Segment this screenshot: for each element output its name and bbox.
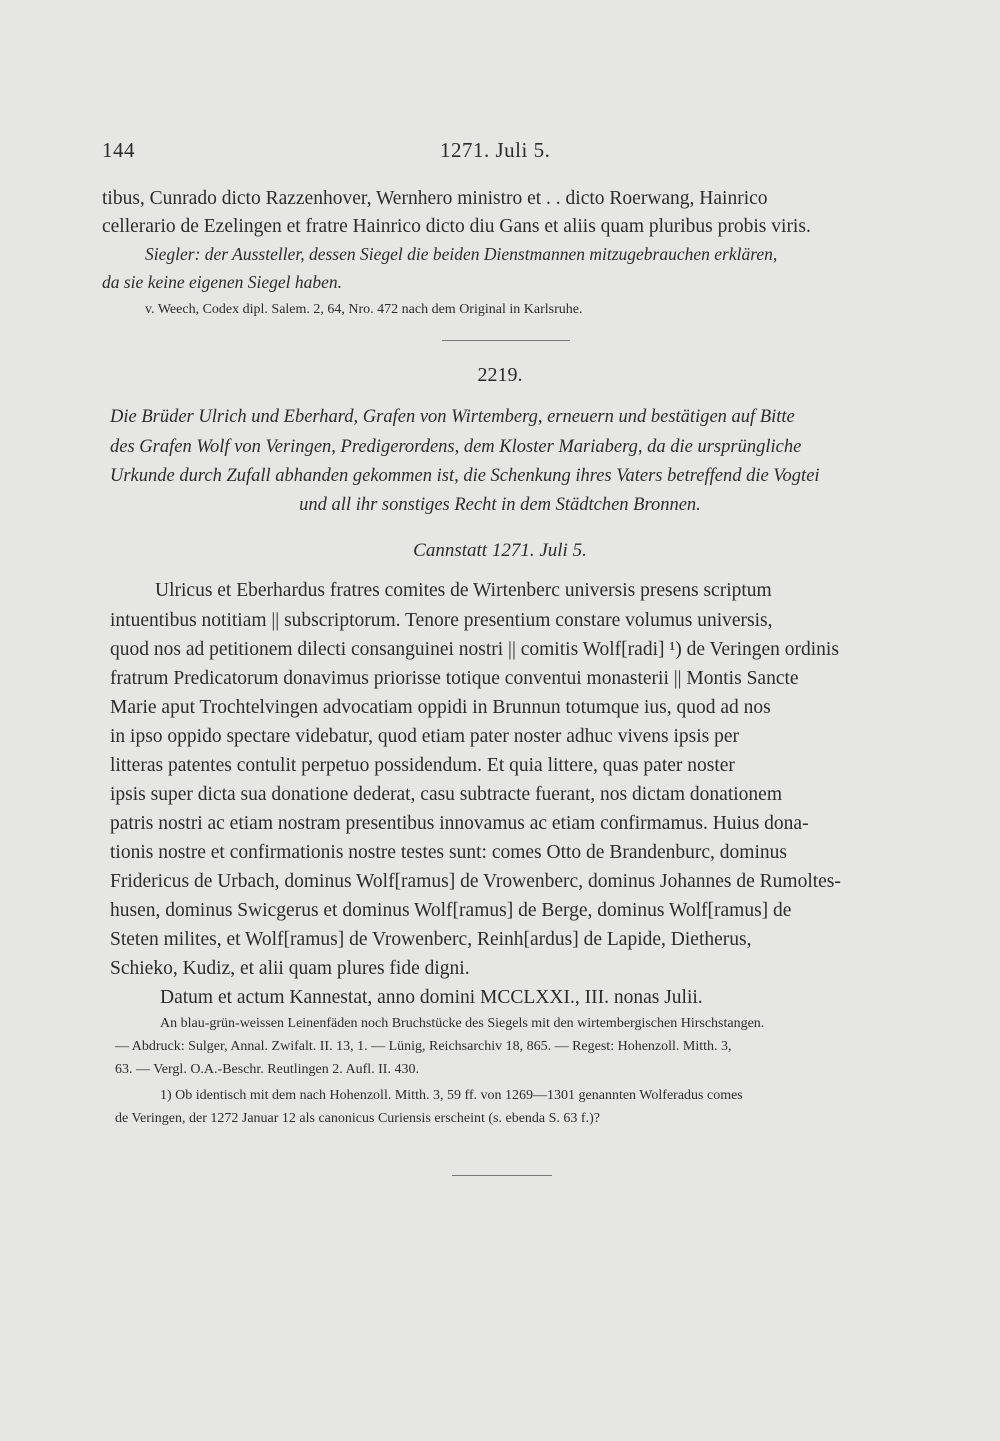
apparatus-line: An blau-grün-weissen Leinenfäden noch Bruchstücke des Siegels mit den wirtembergischen Hirschstangen. [160,1016,765,1031]
document-text-line: Ulricus et Eberhardus fratres comites de Wirtenberc universis presens scriptum [155,580,772,601]
document-text-line: Marie aput Trochtelvingen advocatiam oppidi in Brunnun totumque ius, quod ad nos [110,697,771,718]
document-text-line: in ipso oppido spectare videbatur, quod etiam pater noster adhuc vivens ipsis per [110,726,740,747]
document-number: 2219. [477,364,523,386]
document-text-line: husen, dominus Swicgerus et dominus Wolf[ramus] de Berge, dominus Wolf[ramus] de [110,900,792,921]
document-text-line: ipsis super dicta sua donatione dederat, casu subtracte fuerant, nos dictam donationem [110,784,782,805]
document-text-line: Fridericus de Urbach, dominus Wolf[ramus] de Vrowenberc, dominus Johannes de Rumoltes- [110,871,841,892]
page-number: 144 [102,138,135,162]
regest-line: Die Brüder Ulrich und Eberhard, Grafen von Wirtemberg, erneuern und bestätigen auf Bitte [110,407,795,427]
apparatus-line: — Abdruck: Sulger, Annal. Zwifalt. II. 13, 1. — Lünig, Reichsarchiv 18, 865. — Regest: Hohenzoll. Mitth. 3, [115,1039,732,1054]
document-text-line: intuentibus notitiam || subscriptorum. Tenore presentium constare volumus universis, [110,610,773,631]
footnote-line: 1) Ob identisch mit dem nach Hohenzoll. Mitth. 3, 59 ff. von 1269—1301 genannten Wolferadus comes [160,1088,743,1103]
place-date: Cannstatt 1271. Juli 5. [413,540,587,561]
apparatus-line: 63. — Vergl. O.A.-Beschr. Reutlingen 2. Aufl. II. 430. [115,1062,419,1077]
document-text-line: tionis nostre et confirmationis nostre testes sunt: comes Otto de Brandenburc, dominus [110,842,787,863]
document-text-line: quod nos ad petitionem dilecti consanguinei nostri || comitis Wolf[radi] ¹) de Veringen ordinis [110,639,839,660]
running-head: 1271. Juli 5. [440,138,551,162]
source-reference: v. Weech, Codex dipl. Salem. 2, 64, Nro. 472 nach dem Original in Karlsruhe. [145,302,583,317]
end-rule [452,1175,552,1176]
dating-line: Datum et actum Kannestat, anno domini MCCLXXI., III. nonas Julii. [160,987,703,1008]
document-text-line: patris nostri ac etiam nostram presentibus innovamus ac etiam confirmamus. Huius dona- [110,813,809,834]
document-text-line: Schieko, Kudiz, et alii quam plures fide digni. [110,958,470,979]
document-text-line: fratrum Predicatorum donavimus priorisse totique conventui monasterii || Montis Sancte [110,668,799,689]
document-text-line: litteras patentes contulit perpetuo possidendum. Et quia littere, quas pater noster [110,755,735,776]
previous-text-line: tibus, Cunrado dicto Razzenhover, Wernhero ministro et . . dicto Roerwang, Hainrico [102,188,768,209]
seal-note-line: da sie keine eigenen Siegel haben. [102,272,343,292]
separator-rule [442,340,570,341]
previous-text-line: cellerario de Ezelingen et fratre Hainrico dicto diu Gans et aliis quam pluribus probis viris. [102,216,811,237]
seal-note-line: Siegler: der Aussteller, dessen Siegel die beiden Dienstmannen mitzugebrauchen erklären, [145,244,778,264]
regest-line: des Grafen Wolf von Veringen, Predigerordens, dem Kloster Mariaberg, da die ursprüngliche [110,437,802,457]
document-text-line: Steten milites, et Wolf[ramus] de Vrowenberc, Reinh[ardus] de Lapide, Dietherus, [110,929,752,950]
footnote-line: de Veringen, der 1272 Januar 12 als canonicus Curiensis erscheint (s. ebenda S. 63 f.)? [115,1111,600,1126]
regest-line: Urkunde durch Zufall abhanden gekommen ist, die Schenkung ihres Vaters betreffend die Vogtei [110,466,820,486]
regest-line: und all ihr sonstiges Recht in dem Städtchen Bronnen. [299,495,701,515]
